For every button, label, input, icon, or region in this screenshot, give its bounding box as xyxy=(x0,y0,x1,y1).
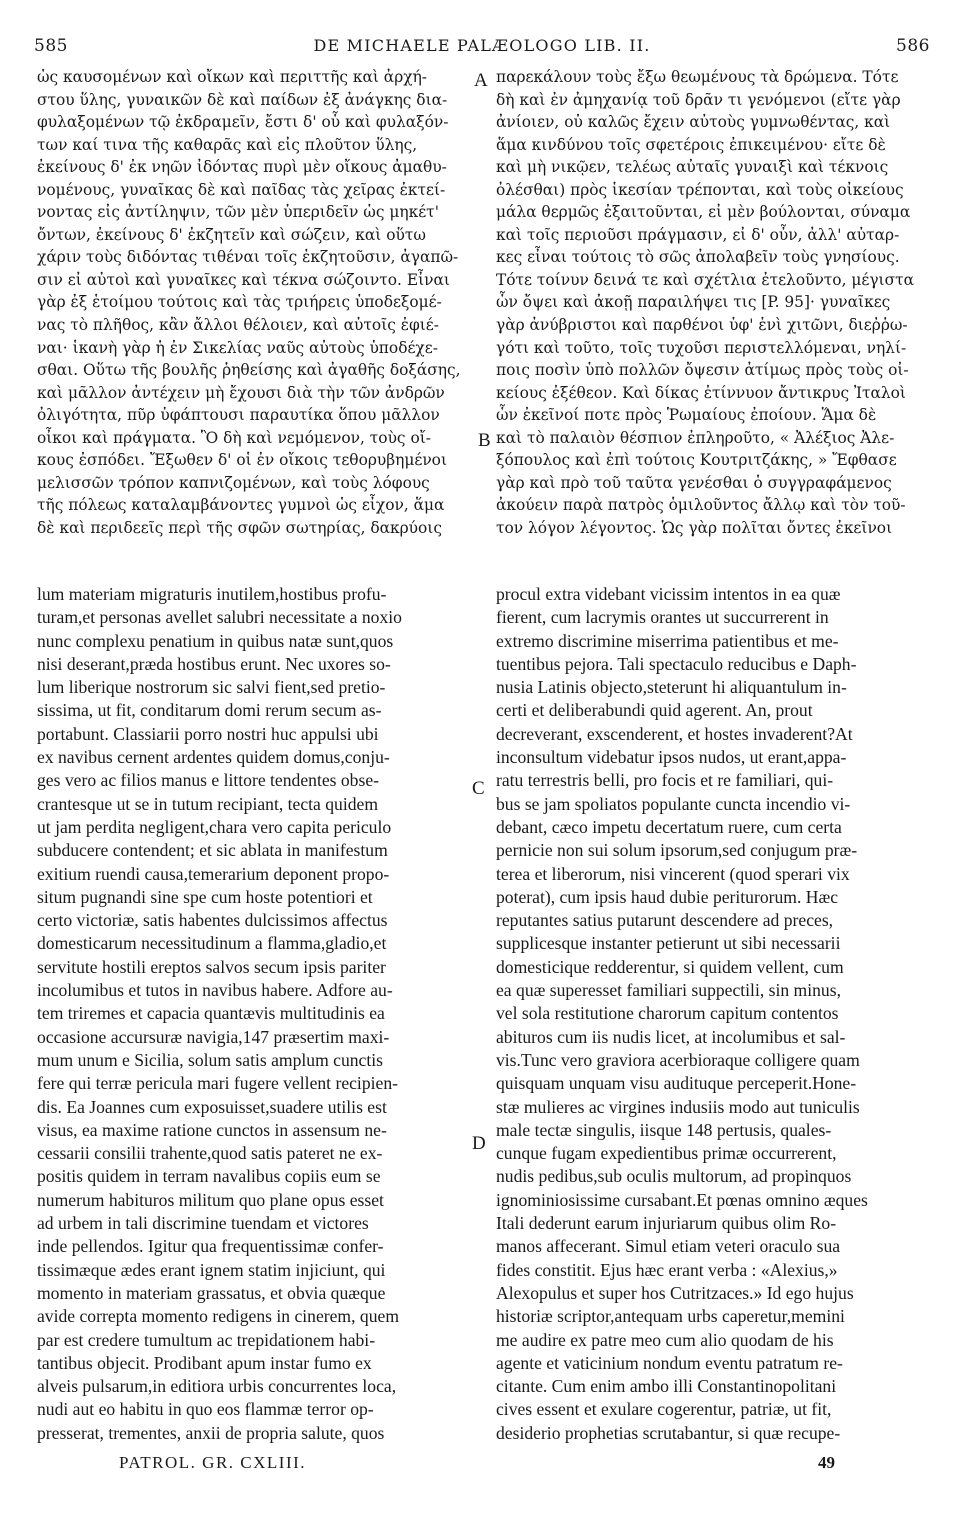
margin-marker-b: B xyxy=(478,430,491,451)
greek-column-left: ὡς καυσομένων καὶ οἴκων καὶ περιττῆς καὶ ἀρχή- στου ὕλης, γυναικῶν δὲ καὶ παίδων ἐξ ἀνάγκης δια- φυλαξομένων τῷ ἐκδραμεῖν, ἔστι δ' οὗ καὶ φυλαξόν- των καί τινα τῆς καθαρᾶς καὶ εἰς πλοῦτον ὕλης, ἐκείνους δ' ἐκ νηῶν ἰδόντας πυρὶ μὲν οἴκους ἀμαθυ- νομένους, γυναῖκας δὲ καὶ παῖδας τὰς χεῖρας ἐκτεί- νοντας εἰς ἀντίληψιν, τῶν μὲν ὑπεριδεῖν ὡς μηκέτ' ὄντων, ἐκείνους δ' ἐκζητεῖν καὶ σώζειν, καὶ οὕτω χάριν τοὺς διδόντας τιθέναι τοῖς ἐκζητοῦσιν, ἀγαπῶ- σιν εἰ αὐτοὶ καὶ γυναῖκες καὶ τέκνα σώζοιντο. Εἶναι γὰρ ἐξ ἑτοίμου τούτοις καὶ τὰς τριήρεις ὑποδεξομέ- νας τὸ πλῆθος, κἂν ἄλλοι θέλοιεν, καὶ αὐτοῖς ἐφιέ- ναι· ἱκανὴ γὰρ ἡ ἐν Σικελίας ναῦς αὐτοὺς ὑποδέχε- σθαι. Οὕτω τῆς βουλῆς ῥηθείσης καὶ ἀγαθῆς δοξάσης, καὶ μᾶλλον ἀντέχειν μὴ ἔχουσι διὰ τὴν τῶν ἀνδρῶν ὀλιγότητα, πῦρ ὑφάπτουσι παραυτίκα ὅπου μᾶλλον οἶκοι καὶ πράγματα. Ὃ δὴ καὶ νεμόμενον, τοὺς οἴ- κους ἐσπόδει. Ἔξωθεν δ' οἱ ἐν οἴκοις τεθορυβημένοι μελισσῶν τρόπον καπνιζομένων, καὶ τοὺς λόφους τῆς πόλεως καταλαμβάνοντες γυμνοὶ ὡς εἶχον, ἅμα δὲ καὶ περιδεεῖς περὶ τῆς σφῶν σωτηρίας, δακρύοις xyxy=(37,68,461,537)
margin-marker-c: C xyxy=(472,778,485,799)
footer-series-label: PATROL. GR. CXLIII. xyxy=(119,1453,307,1472)
page-number-right: 586 xyxy=(896,36,930,56)
running-title: DE MICHAELE PALÆOLOGO LIB. II. xyxy=(313,36,651,55)
page-number-left: 585 xyxy=(34,36,68,56)
footer-signature-number: 49 xyxy=(818,1453,835,1472)
latin-column-left: lum materiam migraturis inutilem,hostibus profu- turam,et personas avellet salubri necessitate a noxio nunc complexu penatium in quibus natæ sunt,quos nisi deserant,præda hostibus erunt. Nec uxores so- lum liberique nostrorum sic salvi fient,sed pretio- sissima, ut fit, conditarum domi rerum secum as- portabunt. Classiarii porro nostri huc appulsi ubi ex navibus cernent ardentes quidem domus,conju- ges vero ac filios manus e littore tendentes obse- crantesque ut se in tutum recipiant, tecta quidem ut jam perdita negligent,chara vero capita periculo subducere contendent; et sic ablata in manifestum exitium ruendi causa,temerarium deponent propo- situm pugnandi sine spe cum hoste potentiori et certo victoriæ, satis habentes dulcissimos affectus domesticarum necessitudinum a flamma,gladio,et servitute hostili ereptos salvos secum ipsis pariter incolumibus et tutos in navibus habere. Adfore au- tem triremes et capacia quantævis multitudinis ea occasione accursuræ navigia,147 præsertim maxi- mum unum e Sicilia, solum satis amplum cunctis fere qui terræ pericula mari fugere vellent recipien- dis. Ea Joannes cum exposuisset,suadere utilis est visus, ea maxime ratione cunctos in assensum ne- cessarii consilii trahente,quod satis pateret ne ex- positis quidem in terram navalibus copiis eum se numerum habituros militum quo plane opus esset ad urbem in tali discrimine tuendam et victores inde pellendos. Igitur qua frequentissimæ confer- tissimæque ædes erant ignem statim injiciunt, qui momento in materiam grassatus, et obvia quæque avide correpta momento redigens in cinerem, quem par est credere tumultum ac trepidationem habi- tantibus objecit. Prodibant apum instar fumo ex alveis pulsarum,in editiora urbis concurrentes loca, nudi aut eo habitu in quo eos flammæ terror op- presserat, trementes, anxii de propria salute, quos xyxy=(37,584,402,1443)
margin-marker-d: D xyxy=(472,1133,486,1154)
greek-column-right: παρεκάλουν τοὺς ἔξω θεωμένους τὰ δρώμενα. Τότε δὴ καὶ ἐν ἀμηχανίᾳ τοῦ δρᾶν τι γενόμενοι (εἴτε γὰρ ἀνίοιεν, οὐ καλῶς ἔχειν αὐτοὺς γυμνωθέντας, καὶ ἅμα κινδύνου τοῖς σφετέροις ἐπικειμένου· εἴτε δὲ καὶ μὴ νικῷεν, τελέως αὐταῖς γυναιξὶ καὶ τέκνοις ὀλέσθαι) πρὸς ἱκεσίαν τρέπονται, καὶ τοὺς οἰκείους μάλα θερμῶς ἐξαιτοῦνται, εἰ μὲν βούλονται, σύναμα καὶ τοῖς περιοῦσι πράγμασιν, εἰ δ' οὖν, ἀλλ' αὐταρ- κες εἶναι τούτοις τὸ σῶς ἀπολαβεῖν τοὺς γνησίους. Τότε τοίνυν δεινά τε καὶ σχέτλια ἐτελοῦντο, μέγιστα ὧν ὄψει καὶ ἀκοῇ παραιλήψει τις [P. 95]· γυναῖκες γὰρ ἀνύβριστοι καὶ παρθένοι ὑφ' ἑνὶ χιτῶνι, διεῤῥω- γότι καὶ τοῦτο, τοῖς τυχοῦσι περιστελλόμεναι, νηλί- ποις ποσὶν ὑπὸ πολλῶν ὄψεσιν ἀτίμως πρὸς τοὺς οἰ- κείους ἐξέθεον. Καὶ δίκας ἐτίννυον ἄντικρυς Ἰταλοὶ ὧν ἐκεῖνοί ποτε πρὸς Ῥωμαίους ἐποίουν. Ἅμα δὲ καὶ τὸ παλαιὸν θέσπιον ἐπληροῦτο, « Ἀλέξιος Ἀλε- ξόπουλος καὶ ἐπὶ τούτοις Κουτριτζάκης, » Ἔφθασε γὰρ καὶ πρὸ τοῦ ταῦτα γενέσθαι ὁ συγγραφάμενος ἀκούειν παρὰ πατρὸς ὁμιλοῦντος ἄλλῳ καὶ τὸν τοῦ- τον λόγον λέγοντος. Ὡς γὰρ πολῖται ὄντες ἐκεῖνοι xyxy=(496,68,914,537)
latin-column-right: procul extra videbant vicissim intentos in ea quæ fierent, cum lacrymis orantes ut succurrerent in extremo discrimine miserrima patientibus et me- tuentibus pejora. Tali spectaculo reducibus e Daph- nusia Latinis objecto,steterunt hi aliquantulum in- certi et deliberabundi quid agerent. An, prout decreverant, exscenderent, et hostes invaderent?At inconsultum videbatur ipsos nudos, ut erant,appa- ratu terrestris belli, pro focis et re familiari, qui- bus se jam spoliatos populante cuncta incendio vi- debant, cæco impetu decertatum ruere, cum certa pernicie non sui solum ipsorum,sed conjugum præ- terea et liberorum, nisi vincerent (quod sperari vix poterat), cum ipsis haud dubie periturorum. Hæc reputantes satius putarunt descendere ad preces, supplicesque instanter petierunt ut sibi necessarii domesticique redderentur, si quidem vellent, cum ea quæ superesset familiari suppectili, sin minus, vel sola restitutione charorum capitum contentos abituros cum iis nudis licet, at incolumibus et sal- vis.Tunc vero graviora acerbioraque colligere quam quisquam unquam visu audituque perceperit.Hone- stæ mulieres ac virgines indusiis modo aut tuniculis male tectæ singulis, iisque 148 pertusis, quales- cunque fugam expedientibus primæ occurrerent, nudis pedibus,sub oculis multorum, ad propinquos ignominiosissime cursabant.Et pœnas omnino æques Itali dederunt earum injuriarum quibus olim Ro- manos affecerant. Simul etiam veteri oraculo sua fides constitit. Ejus hæc erant verba : «Alexius,» Alexopulus et super hos Cutritzaces.» Id ego hujus historiæ scriptor,antequam urbs caperetur,memini me audire ex patre meo cum alio quodam de his agente et vaticinium nondum eventu patratum re- citante. Cum enim ambo illi Constantinopolitani cives essent et exulare cogerentur, patriæ, ut fit, desiderio prophetias scrutabantur, si quæ recupe- xyxy=(496,584,868,1443)
margin-marker-a: A xyxy=(474,70,488,91)
running-header xyxy=(34,36,930,60)
